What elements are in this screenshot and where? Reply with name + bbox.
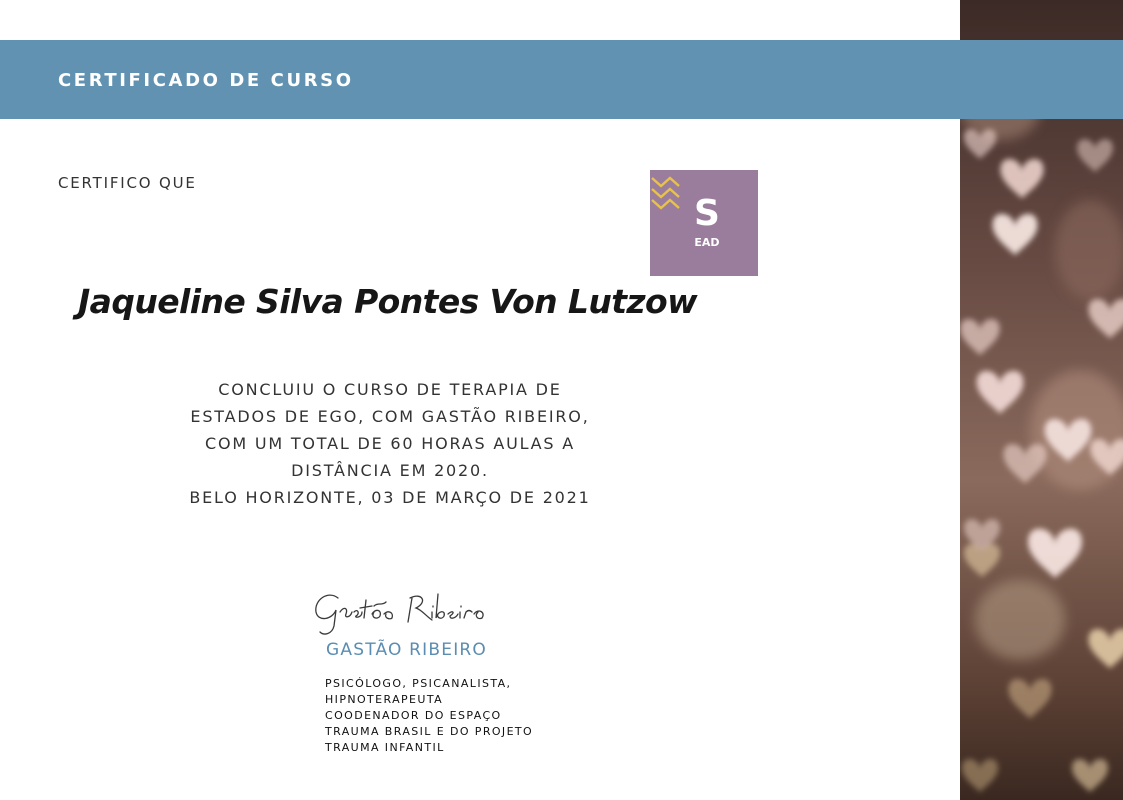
statement-line: ESTADOS DE EGO, COM GASTÃO RIBEIRO, [190,407,590,426]
signatory-title-line: PSICÓLOGO, PSICANALISTA, [325,677,512,690]
logo-letter: S [694,193,720,234]
logo-caption: EAD [694,236,720,249]
statement-line: COM UM TOTAL DE 60 HORAS AULAS A [204,434,575,453]
statement-line: BELO HORIZONTE, 03 DE MARÇO DE 2021 [189,488,591,507]
statement-line: CONCLUIU O CURSO DE TERAPIA DE [218,380,562,399]
intro-text: CERTIFICO QUE [58,174,197,192]
bokeh-hearts-image [960,0,1123,800]
signatory-title-line: COODENADOR DO ESPAÇO [325,709,502,722]
statement-line: DISTÂNCIA EM 2020. [291,461,489,480]
ead-logo [650,170,758,276]
recipient-name: Jaqueline Silva Pontes Von Lutzow [78,282,697,321]
signatory-title-line: HIPNOTERAPEUTA [325,693,444,706]
certificate-title: CERTIFICADO DE CURSO [58,70,354,91]
signatory-name: GASTÃO RIBEIRO [326,640,488,660]
completion-statement [130,376,650,511]
signatory-title-line: TRAUMA INFANTIL [325,741,445,754]
bokeh-hearts-panel [960,0,1123,800]
signatory-title-line: TRAUMA BRASIL E DO PROJETO [325,725,534,738]
signatory-titles [325,676,533,756]
handwritten-signature [310,580,500,640]
